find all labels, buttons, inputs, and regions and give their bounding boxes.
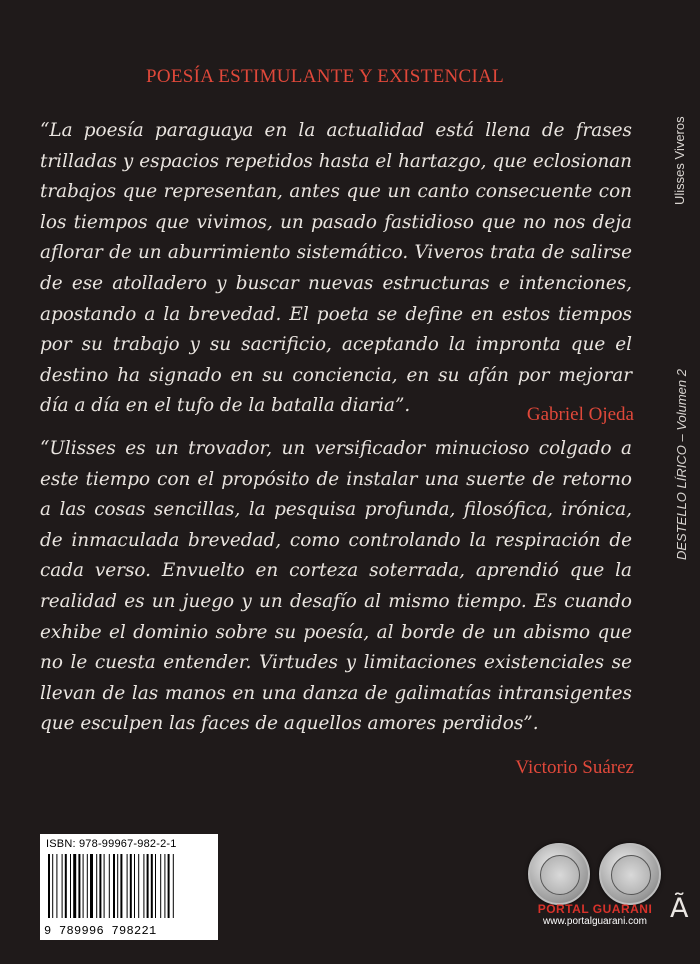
corner-glyph: Ã: [670, 893, 689, 924]
quote-text: “La poesía paraguaya en la actualidad está llena de frases trilladas y espacios repetidos hasta el hartazgo, que eclosionan trabajos que representan, antes que un canto consecuente con los tiempos que vivimos, un pasado fastidioso que no nos deja aflorar de un aburrimiento sistemático. Viveros trata de salirse de ese atolladero y buscar nuevas estructuras e intenciones, apostando a la brevedad. El poeta se define en estos tiempos por su trabajo y su sacrificio, aceptando la impronta que el destino ha signado en su conciencia, en su afán por mejorar día a día en el tufo de la batalla diaria”.: [40, 120, 632, 417]
section-title: POESÍA ESTIMULANTE Y EXISTENCIAL: [145, 66, 505, 87]
seal-emblem-icon: [599, 843, 661, 905]
isbn-barcode: [40, 834, 218, 940]
seal-emblem-icon: [528, 843, 590, 905]
barcode-bars: [44, 854, 214, 922]
spine-author-name: Ulisses Viveros: [672, 116, 687, 205]
quote-text: “Ulisses es un trovador, un versificador minucioso colgado a este tiempo con el propósito de instalar una suerte de retorno a las cosas sencillas, la pesquisa profunda, filosófica, irónica, de inmaculada brevedad, como controlando la respiración de cada verso. Envuelto en corteza soterrada, aprendió que la realidad es un juego y un desafío al mismo tiempo. Es cuando exhibe el dominio sobre su poesía, al borde de un abismo que no le cuesta entender. Virtudes y limitaciones existenciales se llevan de las manos en una danza de galimatías intransigentes que esculpen las faces de aquellos amores perdidos”.: [40, 438, 632, 735]
spine-book-title: DESTELLO LÍRICO – Volumen 2: [674, 369, 689, 560]
watermark-brand: PORTAL GUARANI: [537, 902, 653, 916]
quote-author: Gabriel Ojeda: [526, 404, 634, 425]
quote-author: Victorio Suárez: [515, 757, 634, 778]
barcode-digits: 9 789996 798221: [44, 924, 157, 938]
isbn-label: ISBN: 978-99967-982-2-1: [46, 838, 177, 850]
watermark-url: www.portalguarani.com: [543, 916, 647, 927]
